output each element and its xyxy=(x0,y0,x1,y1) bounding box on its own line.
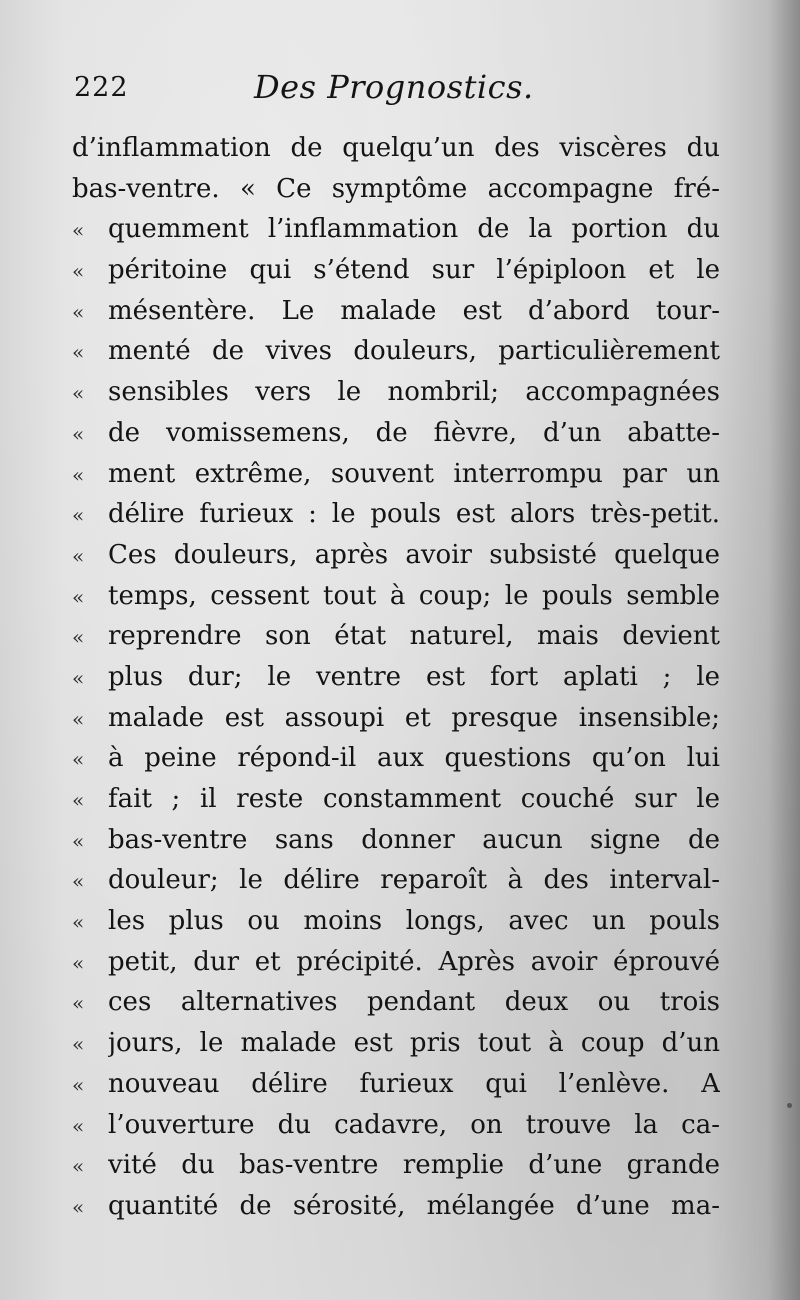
text-line xyxy=(72,494,720,535)
text-line xyxy=(72,820,720,861)
line-text: vité du bas-ventre remplie d’une grande xyxy=(108,1150,720,1181)
text-line xyxy=(72,128,720,169)
quote-mark: « xyxy=(72,706,85,731)
line-text: Ces douleurs, après avoir subsisté quelque xyxy=(108,539,720,570)
line-text: bas-ventre sans donner aucun signe de xyxy=(108,824,720,855)
quote-mark: « xyxy=(72,950,85,975)
text-line xyxy=(72,413,720,454)
quote-mark: « xyxy=(72,218,85,243)
text-line xyxy=(72,1145,720,1186)
page-number: 222 xyxy=(74,72,129,103)
quote-mark: « xyxy=(72,625,85,650)
line-text: jours, le malade est pris tout à coup d’un xyxy=(108,1028,720,1059)
line-text: fait ; il reste constamment couché sur le xyxy=(108,784,720,814)
line-text: les plus ou moins longs, avec un pouls xyxy=(108,906,720,937)
text-line xyxy=(72,576,720,617)
quote-mark: « xyxy=(72,381,85,406)
quote-mark: « xyxy=(72,1072,85,1097)
line-text: petit, dur et précipité. Après avoir éprouvé xyxy=(108,946,720,977)
text-line xyxy=(72,982,720,1023)
quote-mark: « xyxy=(72,869,85,894)
quote-mark: « xyxy=(72,1113,85,1138)
quote-mark: « xyxy=(72,910,85,935)
text-line xyxy=(72,779,720,820)
text-line xyxy=(72,331,720,372)
text-line xyxy=(72,1023,720,1064)
text-line xyxy=(72,372,720,413)
quote-mark: « xyxy=(72,991,85,1016)
quote-mark: « xyxy=(72,421,85,446)
quote-mark: « xyxy=(72,665,85,690)
quote-mark: « xyxy=(72,543,85,568)
line-text: quemment l’inflammation de la portion du xyxy=(108,214,720,245)
text-line xyxy=(72,1186,720,1227)
quote-mark: « xyxy=(72,747,85,772)
line-text: ces alternatives pendant deux ou trois xyxy=(108,987,720,1018)
text-line xyxy=(72,738,720,779)
text-line xyxy=(72,209,720,250)
quote-mark: « xyxy=(72,259,85,284)
text-line xyxy=(72,291,720,332)
line-text: d’inflammation de quelqu’un des viscères du xyxy=(72,133,720,163)
quote-mark: « xyxy=(72,340,85,365)
text-line xyxy=(72,250,720,291)
line-text: douleur; le délire reparoît à des interval- xyxy=(108,865,720,896)
line-text: ment extrême, souvent interrompu par un xyxy=(108,458,720,489)
quote-mark: « xyxy=(72,584,85,609)
line-text: plus dur; le ventre est fort aplati ; le xyxy=(108,661,720,692)
text-line xyxy=(72,616,720,657)
line-text: menté de vives douleurs, particulièrement xyxy=(108,336,720,367)
text-line xyxy=(72,1105,720,1146)
text-line xyxy=(72,942,720,983)
line-text: l’ouverture du cadavre, on trouve la ca- xyxy=(108,1109,720,1140)
line-text: reprendre son état naturel, mais devient xyxy=(108,621,720,652)
line-text: péritoine qui s’étend sur l’épiploon et le xyxy=(108,255,720,286)
text-line xyxy=(72,169,720,210)
text-line xyxy=(72,698,720,739)
body-text xyxy=(72,128,720,1227)
quote-mark: « xyxy=(72,828,85,853)
running-title: Des Prognostics. xyxy=(254,68,534,106)
quote-mark: « xyxy=(72,462,85,487)
text-line xyxy=(72,657,720,698)
text-line xyxy=(72,860,720,901)
line-text: à peine répond-il aux questions qu’on lui xyxy=(108,743,720,774)
quote-mark: « xyxy=(72,299,85,324)
quote-mark: « xyxy=(72,1154,85,1179)
quote-mark: « xyxy=(72,1194,85,1219)
quote-mark: « xyxy=(72,788,85,812)
text-line xyxy=(72,454,720,495)
quote-mark: « xyxy=(72,1032,85,1057)
line-text: de vomissemens, de fièvre, d’un abatte- xyxy=(108,417,720,448)
text-line xyxy=(72,901,720,942)
line-text: bas-ventre. « Ce symptôme accompagne fré- xyxy=(72,173,720,204)
line-text: délire furieux : le pouls est alors très-petit. xyxy=(108,499,720,530)
page-header xyxy=(74,68,734,112)
quote-mark: « xyxy=(72,503,85,528)
line-text: quantité de sérosité, mélangée d’une ma- xyxy=(108,1190,720,1221)
line-text: mésentère. Le malade est d’abord tour- xyxy=(108,295,720,326)
text-line xyxy=(72,535,720,576)
line-text: sensibles vers le nombril; accompagnées xyxy=(108,377,720,408)
text-line xyxy=(72,1064,720,1105)
line-text: temps, cessent tout à coup; le pouls semble xyxy=(108,580,720,611)
line-text: nouveau délire furieux qui l’enlève. A xyxy=(108,1068,720,1099)
ink-speck xyxy=(787,1103,792,1108)
line-text: malade est assoupi et presque insensible; xyxy=(108,702,720,733)
